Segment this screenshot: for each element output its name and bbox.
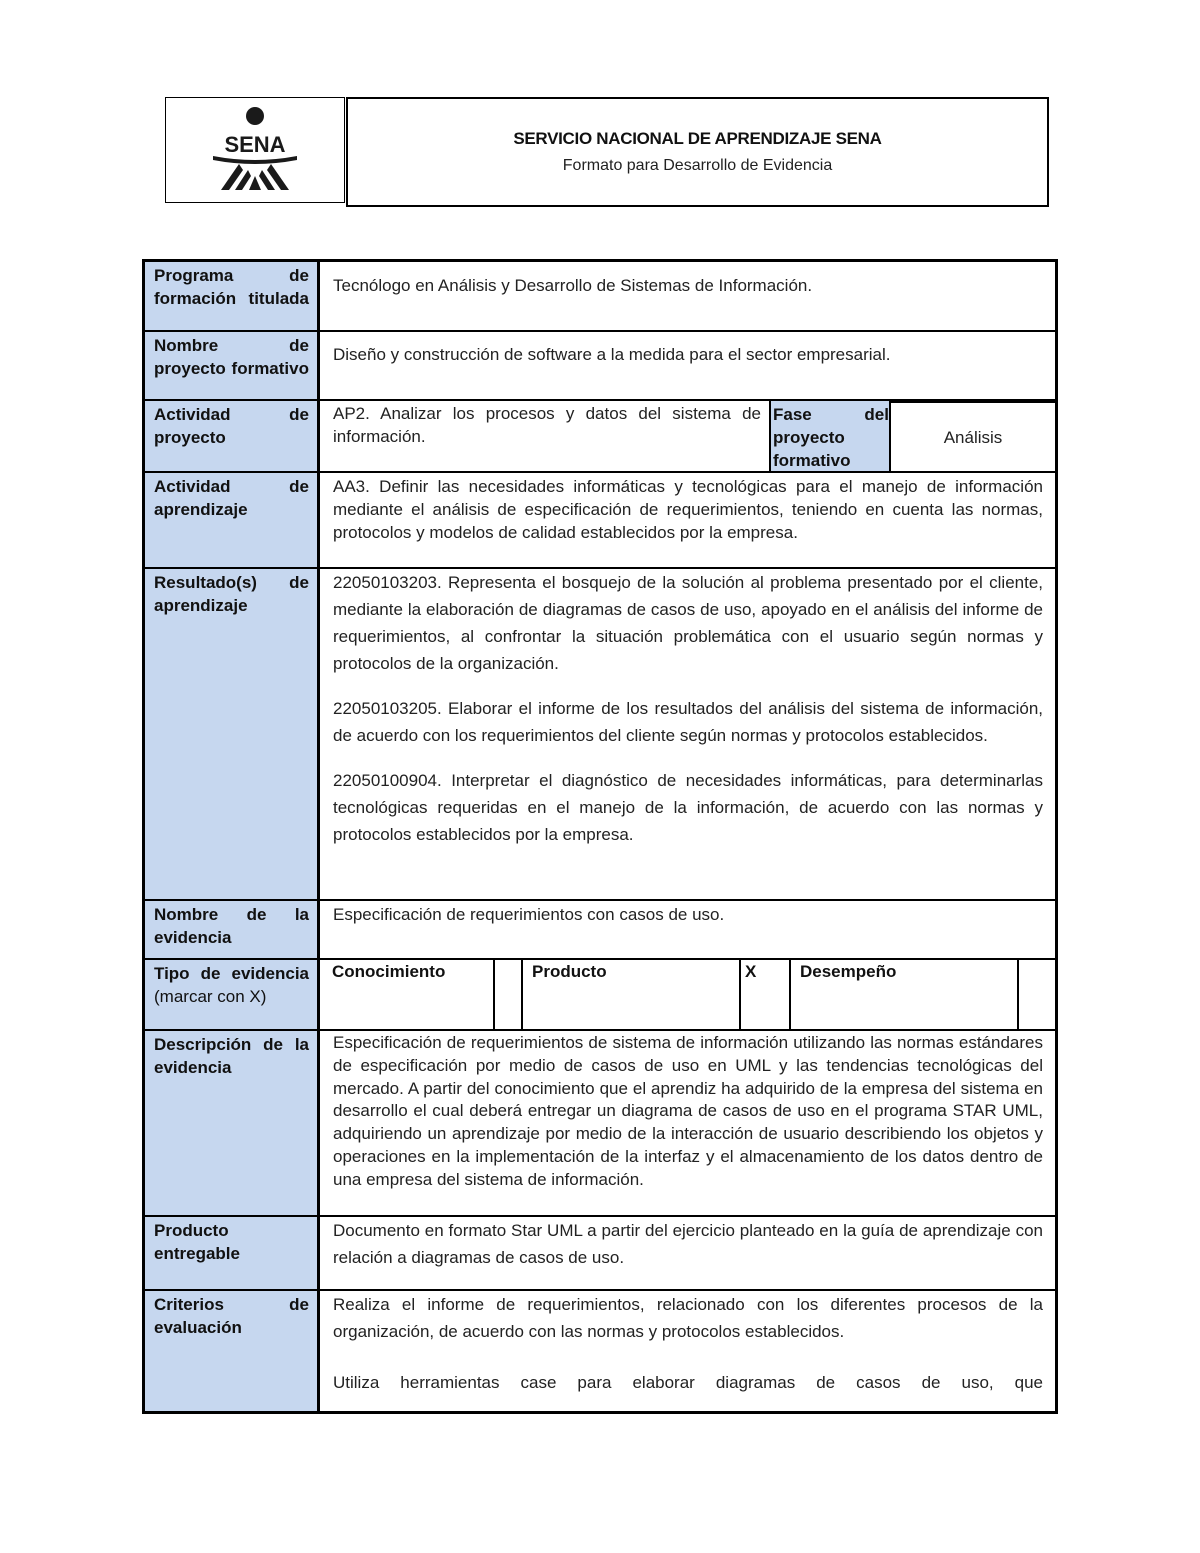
value-programa: Tecnólogo en Análisis y Desarrollo de Sistemas de Información.	[333, 276, 813, 295]
label-actividad-aprendizaje: Actividad de aprendizaje	[145, 473, 320, 567]
evidence-table	[142, 259, 1058, 1414]
row-tipo-evidencia	[145, 960, 1055, 1031]
option-producto: Producto	[523, 960, 741, 1029]
label-criterios: Criterios de evaluación	[145, 1291, 320, 1411]
row-criterios	[145, 1291, 1055, 1411]
row-programa	[145, 262, 1055, 332]
value-proyecto: Diseño y construcción de software a la medida para el sector empresarial.	[333, 345, 891, 364]
value-resultados	[323, 569, 1055, 899]
sena-logo-cell	[165, 97, 345, 203]
criterio-item: Utiliza herramientas case para elaborar diagramas de casos de uso, que	[333, 1373, 1043, 1392]
sena-logo-icon	[205, 104, 305, 196]
option-conocimiento: Conocimiento	[323, 960, 495, 1029]
label-fase: Fase del proyecto formativo	[769, 401, 891, 471]
label-descripcion: Descripción de la evidencia	[145, 1031, 320, 1215]
institution-title: SERVICIO NACIONAL DE APRENDIZAJE SENA	[513, 129, 882, 148]
resultado-item: 22050103205. Elaborar el informe de los resultados del análisis del sistema de información, de acuerdo con los requerimientos del cliente según normas y protocolos establecidos.	[333, 699, 1043, 745]
document-header	[165, 97, 1049, 207]
value-fase: Análisis	[891, 401, 1055, 471]
resultado-item: 22050103203. Representa el bosquejo de la solución al problema presentado por el cliente, mediante la elaboración de diagramas de casos de uso, apoyado en el análisis del informe de requerimientos, al confrontar la situación problemática con el usuario según normas y protocolos de la organización.	[333, 573, 1043, 673]
row-nombre-evidencia	[145, 901, 1055, 960]
label-actividad-proyecto: Actividad de proyecto	[145, 401, 320, 471]
value-descripcion: Especificación de requerimientos de sistema de información utilizando las normas estándares de especificación por medio de casos de uso en UML y las tendencias tecnológicas del mercado. A partir del conocimiento que el aprendiz ha adquirido de la empresa del sistema en desarrollo el cual deberá entregar un diagrama de casos de uso en el programa STAR UML, adquiriendo un aprendizaje por medio de la interacción de usuario describiendo los objetos y operaciones en la implementación de la interfaz y el almacenamiento de los datos dentro de una empresa del sistema de información.	[333, 1033, 1043, 1189]
row-producto-entregable	[145, 1217, 1055, 1291]
label-tipo-evidencia-note: (marcar con X)	[154, 987, 267, 1006]
value-criterios	[323, 1291, 1055, 1411]
format-subtitle: Formato para Desarrollo de Evidencia	[562, 157, 833, 174]
label-tipo-evidencia	[145, 960, 320, 1029]
row-proyecto	[145, 332, 1055, 401]
label-proyecto: Nombre de proyecto formativo	[145, 332, 320, 399]
label-resultados: Resultado(s) de aprendizaje	[145, 569, 320, 899]
label-tipo-evidencia-text: Tipo de evidencia	[154, 964, 309, 983]
value-actividad-proyecto: AP2. Analizar los procesos y datos del sistema de información.	[333, 404, 761, 446]
value-producto-entregable	[323, 1217, 1055, 1289]
value-actividad-aprendizaje: AA3. Definir las necesidades informáticas y tecnológicas para el manejo de información mediante el análisis de especificación de requerimientos, teniendo en cuenta las normas, protocolos y modelos de calidad establecidos por la empresa.	[333, 477, 1043, 542]
criterio-item: Realiza el informe de requerimientos, relacionado con los diferentes procesos de la organización, de acuerdo con las normas y protocolos establecidos.	[333, 1295, 1043, 1341]
label-nombre-evidencia: Nombre de la evidencia	[145, 901, 320, 958]
row-descripcion	[145, 1031, 1055, 1217]
row-resultados	[145, 569, 1055, 901]
resultado-item: 22050100904. Interpretar el diagnóstico de necesidades informáticas, para determinarlas tecnológicas requeridas en el manejo de la información, de acuerdo con las normas y protocolos establecidos por la empresa.	[333, 771, 1043, 844]
row-actividad-aprendizaje	[145, 473, 1055, 569]
header-title-cell	[346, 97, 1049, 207]
label-programa: Programa de formación titulada	[145, 262, 320, 330]
logo-text: SENA	[224, 132, 286, 157]
producto-entregable-text: Documento en formato Star UML a partir del ejercicio planteado en la guía de aprendizaje con relación a diagramas de casos de uso.	[333, 1221, 1043, 1267]
mark-conocimiento	[495, 960, 523, 1029]
value-nombre-evidencia: Especificación de requerimientos con casos de uso.	[333, 905, 725, 924]
mark-desempeno	[1019, 960, 1055, 1029]
label-producto-entregable: Producto entregable	[145, 1217, 320, 1289]
option-desempeno: Desempeño	[791, 960, 1019, 1029]
row-actividad-proyecto	[145, 401, 1055, 473]
mark-producto: X	[741, 960, 791, 1029]
